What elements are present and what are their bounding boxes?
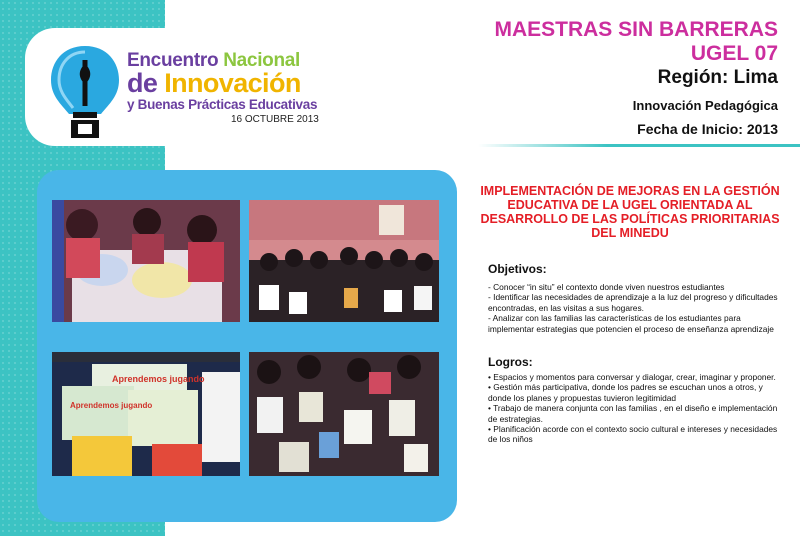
- photo-books: [52, 352, 240, 476]
- logo-date: 16 OCTUBRE 2013: [231, 114, 319, 125]
- header-divider: [478, 144, 800, 147]
- lightbulb-logo-icon: [45, 42, 125, 140]
- start-date-label: Fecha de Inicio: 2013: [637, 121, 778, 137]
- logros-list: [488, 372, 788, 445]
- list-item: - Conocer “in situ” el contexto donde viven nuestros estudiantes: [488, 282, 725, 292]
- photo-children-drawing: [52, 200, 240, 322]
- list-item: • Espacios y momentos para conversar y dialogar, crear, imaginar y proponer.: [488, 372, 776, 382]
- logo-line-1: Encuentro Nacional: [127, 50, 301, 71]
- logo-line-2: de Innovación: [127, 68, 301, 98]
- logros-heading: Logros:: [488, 355, 533, 369]
- region-label: Región: Lima: [657, 67, 778, 88]
- list-item: - Analizar con las familias las características de los estudiantes para implementar estrategias que potencien el proceso de enseñanza aprendizaje: [488, 313, 774, 334]
- list-item: • Gestión más participativa, donde los padres se escuchan unos a otros, y donde los planes y propuestas tuvieron legitimidad: [488, 382, 763, 403]
- list-item: - Identificar las necesidades de aprendizaje a la luz del progreso y dificultades encontradas, en las visitas a sus hogares.: [488, 292, 778, 313]
- book-title-2: Aprendemos jugando: [70, 401, 153, 410]
- page-title: MAESTRAS SIN BARRERAS: [494, 18, 778, 41]
- book-title-1: Aprendemos jugando: [112, 374, 205, 384]
- list-item: • Trabajo de manera conjunta con las familias , en el diseño e implementación de estrategias.: [488, 403, 778, 424]
- ugel-label: UGEL 07: [690, 42, 778, 65]
- objetivos-list: [488, 282, 788, 334]
- list-item: • Planificación acorde con el contexto socio cultural e intereses y necesidades de los niños: [488, 424, 778, 445]
- photo-parents-meeting: [249, 200, 439, 322]
- photo-group-activity: [249, 352, 439, 476]
- category-label: Innovación Pedagógica: [632, 98, 778, 113]
- event-logo: [25, 28, 355, 146]
- objetivos-heading: Objetivos:: [488, 262, 547, 276]
- project-title: IMPLEMENTACIÓN DE MEJORAS EN LA GESTIÓN EDUCATIVA DE LA UGEL ORIENTADA AL DESARROLLO DE LAS POLÍTICAS PRIORITARIAS DEL MINEDU: [480, 184, 780, 240]
- logo-line-3: y Buenas Prácticas Educativas: [127, 97, 318, 112]
- photo-panel: [37, 170, 457, 522]
- header-block: [494, 18, 778, 137]
